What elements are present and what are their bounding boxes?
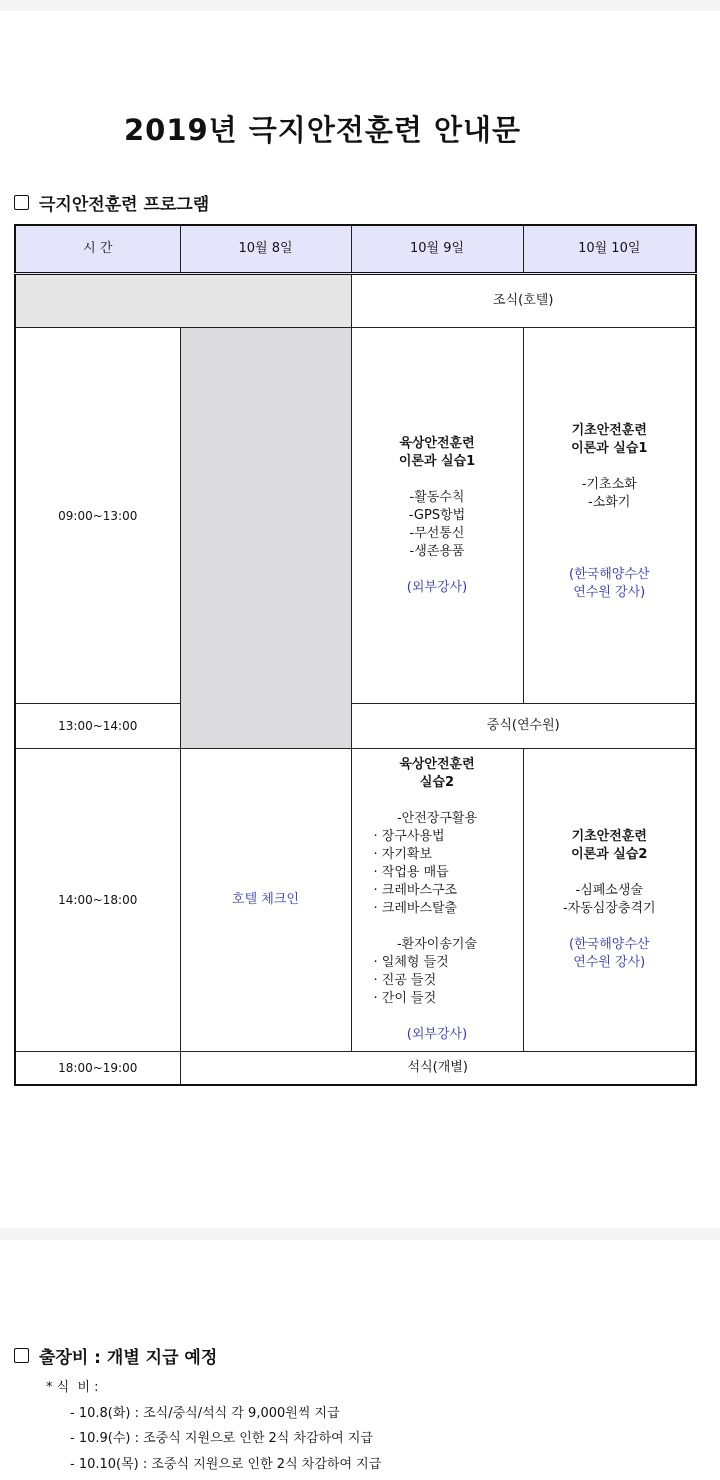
afternoon-oct9-group2-item: · 간이 들것 (373, 991, 437, 1006)
afternoon-oct9-group2: -환자이송기술 (396, 937, 478, 952)
afternoon-oct10-title2: 이론과 실습2 (571, 847, 648, 862)
morning-oct9-instructor: (외부강사) (406, 579, 468, 595)
afternoon-oct9-group1: -안전장구활용 (396, 811, 478, 826)
afternoon-oct9-group1-item: · 크레바스탈출 (373, 901, 458, 916)
meal-label: * 식 비 : (46, 1380, 99, 1395)
expense-line: - 10.8(화) : 조식/중식/석식 각 9,000원씩 지급 (70, 1406, 340, 1421)
morning-oct9-title1: 육상안전훈련 (399, 435, 475, 451)
morning-oct9-title2: 이론과 실습1 (398, 453, 476, 469)
expense-line: - 10.10(목) : 조중식 지원으로 인한 2식 차감하여 지급 (70, 1457, 382, 1472)
afternoon-oct9-group2-list (352, 954, 523, 1008)
header-time: 시 간 (15, 225, 180, 274)
morning-oct10-cell (523, 328, 696, 704)
afternoon-oct10-cell (523, 749, 696, 1052)
dinner-row (15, 1052, 696, 1085)
afternoon-oct9-title2: 실습2 (419, 775, 455, 790)
morning-oct10-instructor2: 연수원 강사) (573, 584, 646, 600)
morning-oct9-item: -활동수칙 (409, 489, 465, 505)
morning-oct10-title1: 기초안전훈련 (571, 422, 647, 438)
breakfast-cell: 조식(호텔) (351, 274, 696, 328)
afternoon-oct10-item: -심폐소생술 (575, 883, 643, 898)
morning-oct10-item: -소화기 (588, 494, 631, 510)
breakfast-empty-cell (15, 274, 351, 328)
top-band (0, 0, 720, 11)
checkbox-square-icon (14, 195, 29, 210)
program-heading-text: 극지안전훈련 프로그램 (39, 195, 210, 215)
afternoon-oct9-group1-item: · 장구사용법 (373, 829, 445, 844)
breakfast-row (15, 274, 696, 328)
afternoon-oct9-group1-item: · 작업용 매듭 (373, 865, 449, 880)
afternoon-oct9-group2-item: · 일체형 들것 (373, 955, 449, 970)
lunch-row (15, 704, 696, 749)
morning-oct9-item: -무선통신 (409, 525, 465, 541)
afternoon-oct9-group2-item: · 진공 들것 (373, 973, 437, 988)
lunch-cell: 중식(연수원) (351, 704, 696, 749)
morning-time: 09:00~13:00 (15, 328, 180, 704)
dinner-cell: 석식(개별) (180, 1052, 696, 1085)
header-oct8: 10월 8일 (180, 225, 351, 274)
morning-oct10-title2: 이론과 실습1 (571, 440, 648, 456)
expense-line: - 10.9(수) : 조중식 지원으로 인한 2식 차감하여 지급 (70, 1431, 373, 1446)
afternoon-oct10-title1: 기초안전훈련 (571, 829, 647, 844)
afternoon-row (15, 749, 696, 1052)
dinner-time: 18:00~19:00 (15, 1052, 180, 1085)
morning-oct9-cell (351, 328, 523, 704)
header-oct9: 10월 9일 (351, 225, 523, 274)
page-break-band (0, 1228, 720, 1240)
expense-heading (14, 1343, 217, 1368)
checkbox-square-icon (14, 1348, 29, 1363)
lunch-time: 13:00~14:00 (15, 704, 180, 749)
page-title: 2019년 극지안전훈련 안내문 (123, 113, 522, 147)
afternoon-oct9-group1-item: · 자기확보 (373, 847, 432, 862)
expense-heading-text: 출장비 : 개별 지급 예정 (39, 1348, 218, 1368)
afternoon-oct9-group1-item: · 크레바스구조 (373, 883, 458, 898)
afternoon-oct9-group1-list (352, 828, 523, 918)
afternoon-time: 14:00~18:00 (15, 749, 180, 1052)
oct8-morning-empty-cell (180, 328, 351, 749)
afternoon-oct10-instructor1: (한국해양수산 (569, 937, 650, 952)
afternoon-oct9-cell (351, 749, 523, 1052)
afternoon-oct10-instructor2: 연수원 강사) (573, 955, 646, 970)
morning-oct10-item: -기초소화 (581, 476, 637, 492)
morning-oct9-item: -GPS항법 (408, 507, 466, 523)
schedule-table (14, 224, 697, 1086)
morning-row (15, 328, 696, 704)
header-row (15, 225, 696, 274)
hotel-checkin-cell: 호텔 체크인 (180, 749, 351, 1052)
header-oct10: 10월 10일 (523, 225, 696, 274)
program-heading (14, 190, 209, 215)
afternoon-oct10-item: -자동심장충격기 (562, 901, 656, 916)
morning-oct9-item: -생존용품 (409, 543, 465, 559)
morning-oct10-instructor1: (한국해양수산 (569, 566, 650, 582)
afternoon-oct9-instructor: (외부강사) (406, 1027, 468, 1042)
afternoon-oct9-title1: 육상안전훈련 (399, 757, 475, 772)
